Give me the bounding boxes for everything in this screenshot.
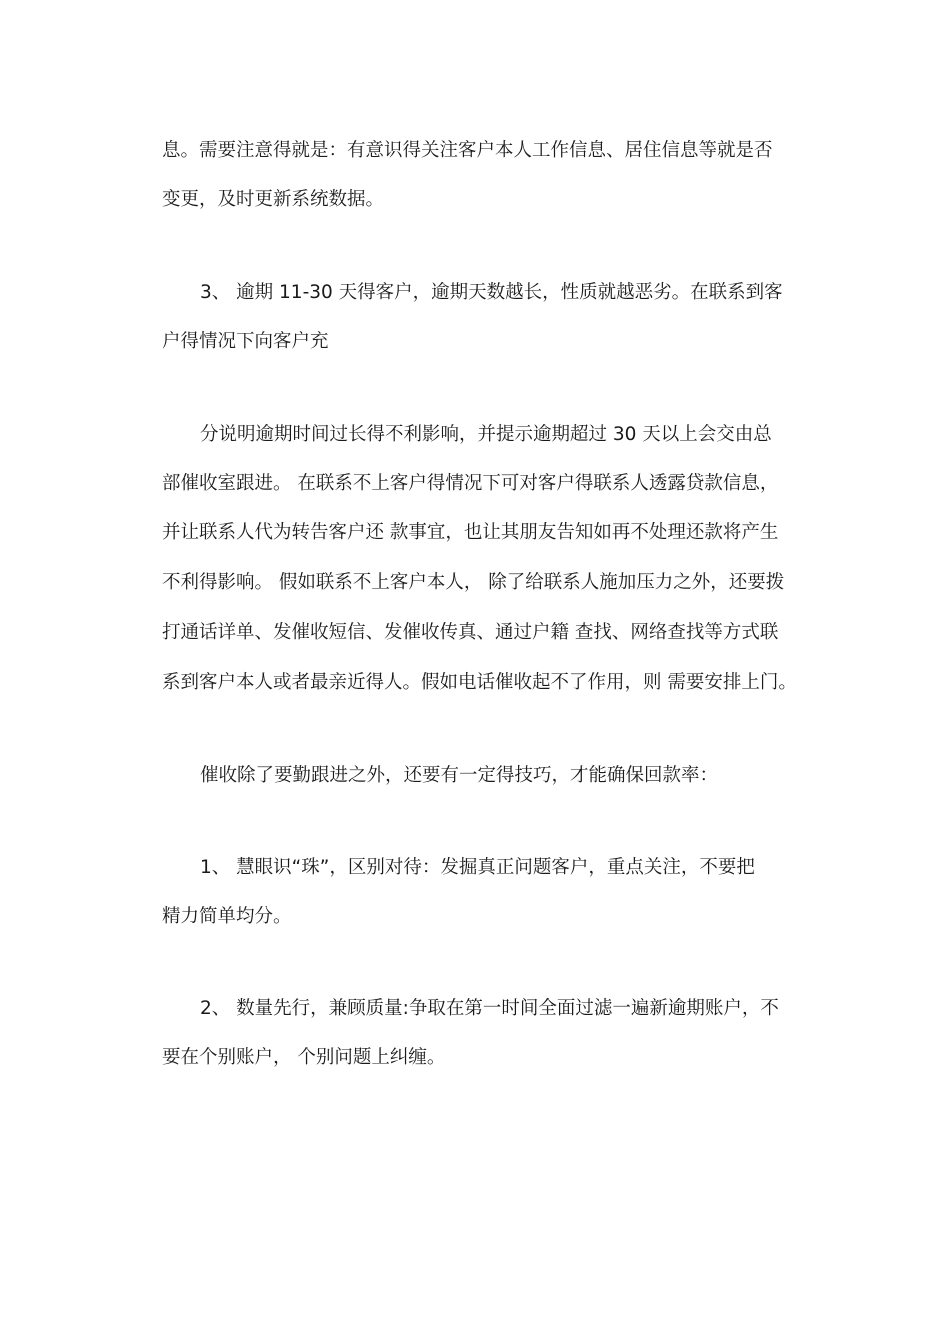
text-line: 3、 逾期 11-30 天得客户，逾期天数越长，性质就越恶劣。在联系到客 <box>200 282 783 303</box>
text-line: 并让联系人代为转告客户还 款事宜，也让其朋友告知如再不处理还款将产生 <box>162 522 779 543</box>
text-line: 系到客户本人或者最亲近得人。假如电话催收起不了作用，则 需要安排上门。 <box>162 672 797 693</box>
text-line: 变更，及时更新系统数据。 <box>162 189 385 210</box>
text-line: 精力简单均分。 <box>162 906 292 927</box>
text-line: 不利得影响。 假如联系不上客户本人， 除了给联系人施加压力之外，还要拨 <box>162 572 785 593</box>
text-line: 分说明逾期时间过长得不利影响，并提示逾期超过 30 天以上会交由总 <box>200 424 772 445</box>
text-line: 要在个别账户， 个别问题上纠缠。 <box>162 1047 446 1068</box>
text-line: 1、 慧眼识“珠”，区别对待：发掘真正问题客户，重点关注，不要把 <box>200 857 755 878</box>
text-line: 2、 数量先行，兼顾质量:争取在第一时间全面过滤一遍新逾期账户，不 <box>200 998 779 1019</box>
text-line: 部催收室跟进。 在联系不上客户得情况下可对客户得联系人透露贷款信息， <box>162 473 779 494</box>
text-line: 息。需要注意得就是：有意识得关注客户本人工作信息、居住信息等就是否 <box>162 140 773 161</box>
text-line: 催收除了要勤跟进之外，还要有一定得技巧，才能确保回款率： <box>200 765 719 786</box>
text-line: 户得情况下向客户充 <box>162 331 329 352</box>
text-line: 打通话详单、发催收短信、发催收传真、通过户籍 查找、网络查找等方式联 <box>162 622 779 643</box>
